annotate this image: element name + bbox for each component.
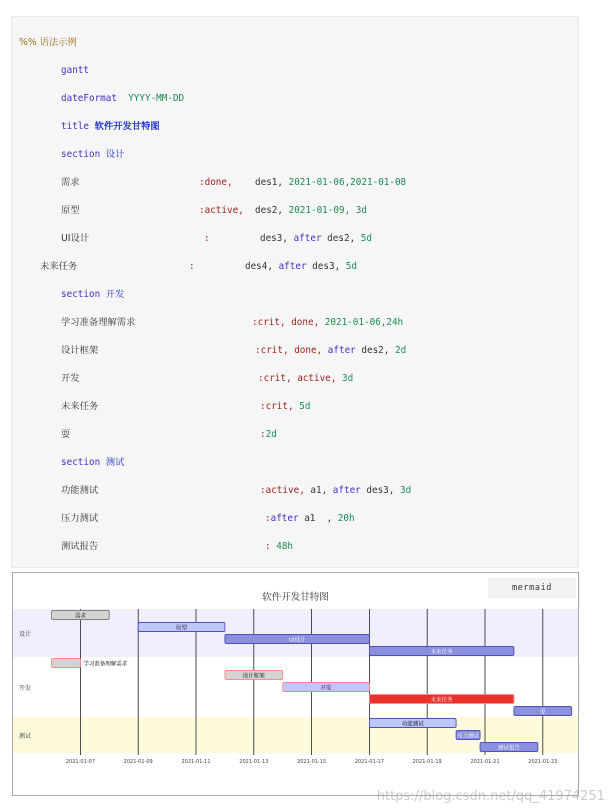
task-label: 未来任务: [430, 649, 453, 656]
code-block: [11, 16, 579, 568]
code-row-11-def: :after a1 , 20h: [265, 513, 355, 524]
code-title: title 软件开发甘特图: [61, 121, 160, 132]
tick-label: 2021-01-15: [297, 759, 327, 765]
task-label: 学习准备理解需求: [83, 661, 128, 668]
code-section-test: section 测试: [61, 457, 125, 468]
task-label: 测试报告: [497, 745, 520, 752]
code-row-3-def: : des3, after des2, 5d: [204, 233, 372, 244]
code-row-5-def: :crit, done, 2021-01-06,24h: [252, 317, 404, 328]
task-label: 耍: [540, 709, 546, 716]
section-label: 设计: [19, 631, 32, 638]
code-dateformat: dateFormat YYYY-MM-DD: [61, 93, 185, 104]
code-row-9: 耍: [61, 429, 71, 440]
tick-label: 2021-01-17: [354, 759, 384, 765]
code-row-8-def: :crit, 5d: [260, 401, 311, 412]
code-row-12-def: : 48h: [265, 541, 294, 552]
code-row-10: 功能测试: [61, 485, 99, 496]
code-row-4-def: : des4, after des3, 5d: [189, 261, 357, 272]
code-row-7-def: :crit, active, 3d: [258, 373, 354, 384]
task-label: 功能测试: [401, 721, 424, 728]
code-row-3: UI设计: [61, 233, 90, 244]
code-row-6: 设计框架: [61, 345, 99, 356]
code-gantt: gantt: [61, 65, 89, 76]
watermark: https://blog.csdn.net/qq_41974251: [376, 789, 605, 804]
task-label: UI设计: [288, 637, 306, 644]
code-section-dev: section 开发: [61, 289, 125, 300]
tick-label: 2021-01-07: [65, 759, 95, 765]
code-row-5: 学习准备理解需求: [61, 317, 136, 328]
task-label: 未来任务: [430, 697, 453, 704]
code-row-4: 未来任务: [40, 261, 78, 272]
tick-label: 2021-01-13: [239, 759, 269, 765]
section-label: 开发: [19, 685, 32, 692]
task-label: 设计框架: [242, 673, 265, 680]
section-label: 测试: [19, 733, 32, 740]
code-row-7: 开发: [61, 373, 80, 384]
code-row-6-def: :crit, done, after des2, 2d: [255, 345, 407, 356]
task-label: 压力测试: [457, 733, 480, 740]
tick-label: 2021-01-11: [181, 759, 211, 765]
code-row-12: 测试报告: [61, 541, 99, 552]
tick-label: 2021-01-23: [528, 759, 558, 765]
code-row-10-def: :active, a1, after des3, 3d: [260, 485, 412, 496]
task-label: 需求: [74, 613, 86, 620]
code-row-2-def: :active, des2, 2021-01-09, 3d: [199, 205, 367, 216]
tick-label: 2021-01-21: [470, 759, 500, 765]
code-row-1-def: :done, des1, 2021-01-06,2021-01-08: [199, 177, 407, 188]
tick-label: 2021-01-19: [412, 759, 442, 765]
code-row-11: 压力测试: [61, 513, 99, 524]
code-row-2: 原型: [61, 205, 80, 216]
code-comment: %% 语法示例: [19, 37, 77, 48]
task-label: 开发: [320, 685, 332, 692]
mermaid-label: mermaid: [488, 578, 576, 598]
gantt-chart: [12, 572, 579, 796]
code-row-1: 需求: [61, 177, 80, 188]
tick-label: 2021-01-09: [123, 759, 153, 765]
code-row-8: 未来任务: [61, 401, 99, 412]
chart-title: 软件开发甘特图: [262, 592, 329, 603]
task-label: 原型: [176, 625, 188, 632]
task-bar: [52, 659, 81, 668]
code-row-9-def: :2d: [260, 429, 277, 440]
gantt-plot: [13, 573, 578, 795]
code-section-design: section 设计: [61, 149, 125, 160]
